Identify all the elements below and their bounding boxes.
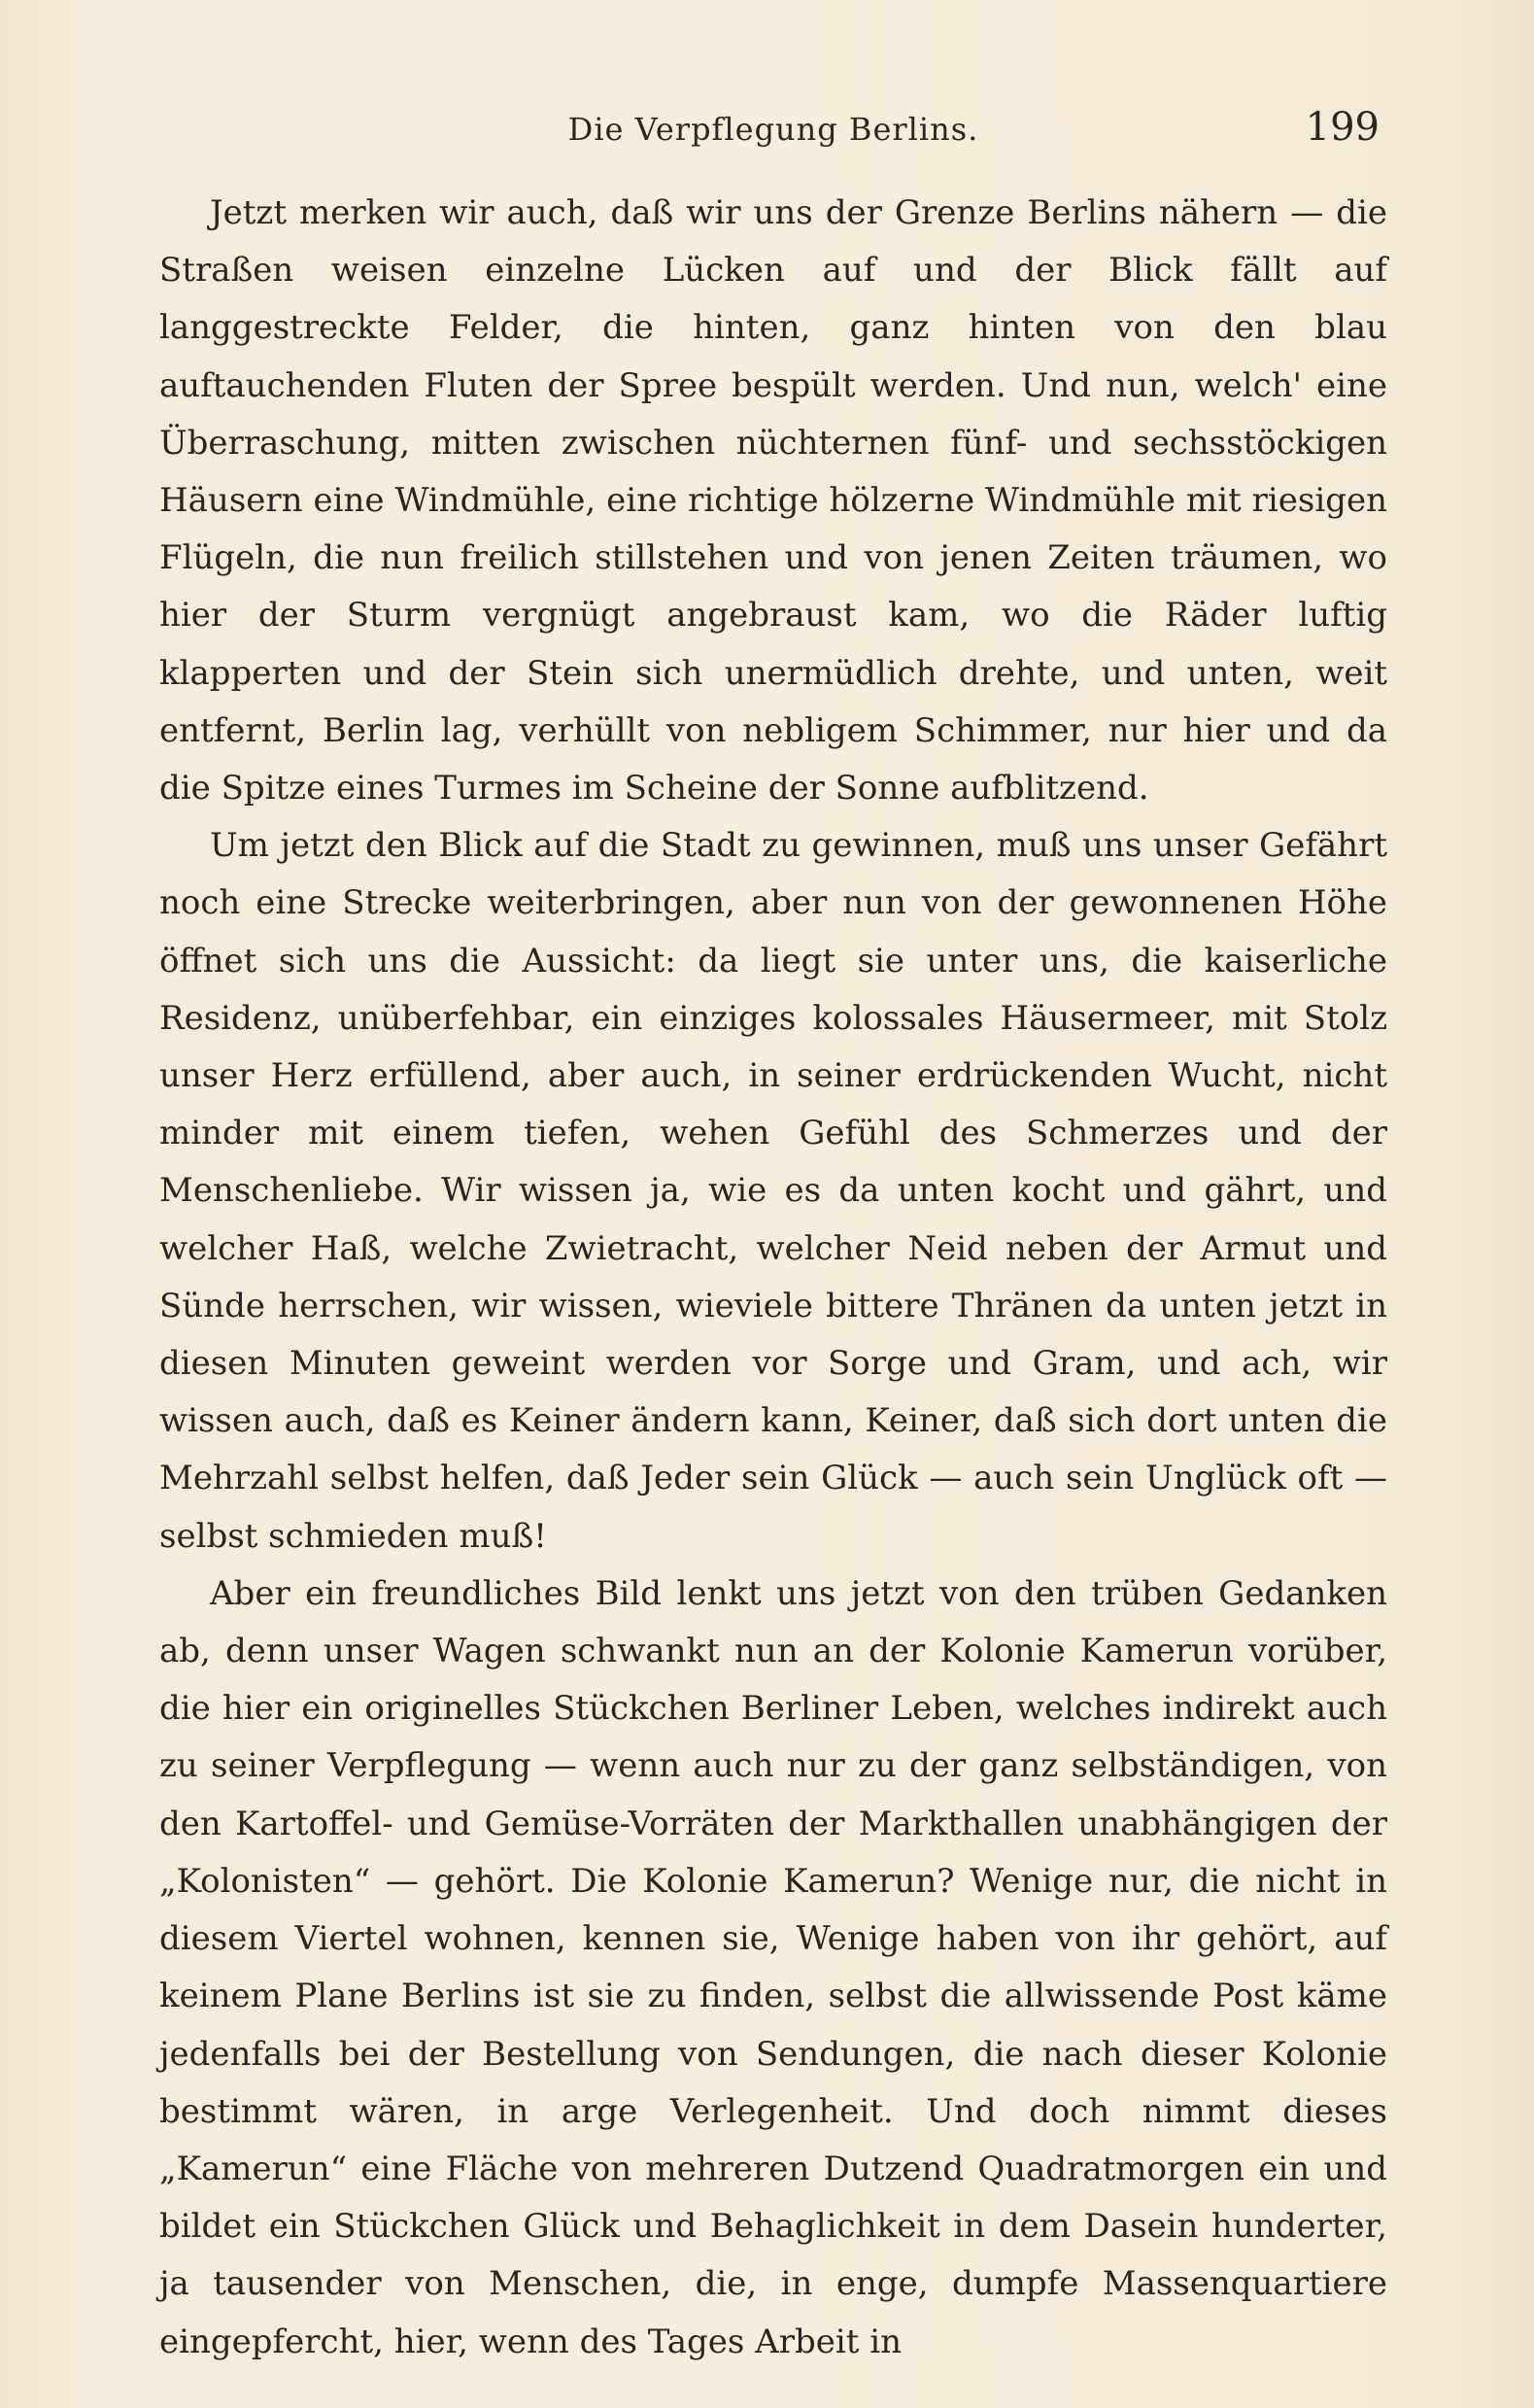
- page-number: 199: [1305, 105, 1380, 150]
- paragraph: Um jetzt den Blick auf die Stadt zu gewinnen, muß uns unser Gefährt noch eine Strecke weiterbringen, aber nun von der gewonnenen Höhe öffnet sich uns die Aussicht: da liegt sie unter uns, die kaiserliche Residenz, unüberfehbar, ein einziges kolossales Häusermeer, mit Stolz unser Herz erfüllend, aber auch, in seiner erdrückenden Wucht, nicht minder mit einem tiefen, wehen Gefühl des Schmerzes und der Menschenliebe. Wir wissen ja, wie es da unten kocht und gährt, und welcher Haß, welche Zwietracht, welcher Neid neben der Armut und Sünde herrschen, wir wissen, wieviele bittere Thränen da unten jetzt in diesen Minuten geweint werden vor Sorge und Gram, und ach, wir wissen auch, daß es Keiner ändern kann, Keiner, daß sich dort unten die Mehrzahl selbst helfen, daß Jeder sein Glück — auch sein Unglück oft — selbst schmieden muß!: [159, 826, 1387, 1556]
- body-text: [159, 185, 1387, 2371]
- running-head: Die Verpflegung Berlins.: [567, 111, 979, 148]
- paragraph: Jetzt merken wir auch, daß wir uns der Grenze Berlins nähern — die Straßen weisen einzelne Lücken auf und der Blick fällt auf langgestreckte Felder, die hinten, ganz hinten von den blau auftauchenden Fluten der Spree bespült werden. Und nun, welch' eine Überraschung, mitten zwischen nüchternen fünf- und sechsstöckigen Häusern eine Windmühle, eine richtige hölzerne Windmühle mit riesigen Flügeln, die nun freilich stillstehen und von jenen Zeiten träumen, wo hier der Sturm vergnügt angebraust kam, wo die Räder luftig klapperten und der Stein sich unermüdlich drehte, und unten, weit entfernt, Berlin lag, verhüllt von nebligem Schimmer, nur hier und da die Spitze eines Turmes im Scheine der Sonne aufblitzend.: [159, 193, 1387, 808]
- page-header: [159, 105, 1387, 163]
- paragraph: Aber ein freundliches Bild lenkt uns jetzt von den trüben Gedanken ab, denn unser Wagen schwankt nun an der Kolonie Kamerun vorüber, die hier ein originelles Stückchen Berliner Leben, welches indirekt auch zu seiner Verpflegung — wenn auch nur zu der ganz selbständigen, von den Kartoffel- und Gemüse-Vorräten der Markthallen unabhängigen der „Kolonisten“ — gehört. Die Kolonie Kamerun? Wenige nur, die nicht in diesem Viertel wohnen, kennen sie, Wenige haben von ihr gehört, auf keinem Plane Berlins ist sie zu finden, selbst die allwissende Post käme jedenfalls bei der Bestellung von Sendungen, die nach dieser Kolonie bestimmt wären, in arge Verlegenheit. Und doch nimmt dieses „Kamerun“ eine Fläche von mehreren Dutzend Quadratmorgen ein und bildet ein Stückchen Glück und Behaglichkeit in dem Dasein hunderter, ja tausender von Menschen, die, in enge, dumpfe Massenquartiere eingepfercht, hier, wenn des Tages Arbeit in: [159, 1573, 1387, 2361]
